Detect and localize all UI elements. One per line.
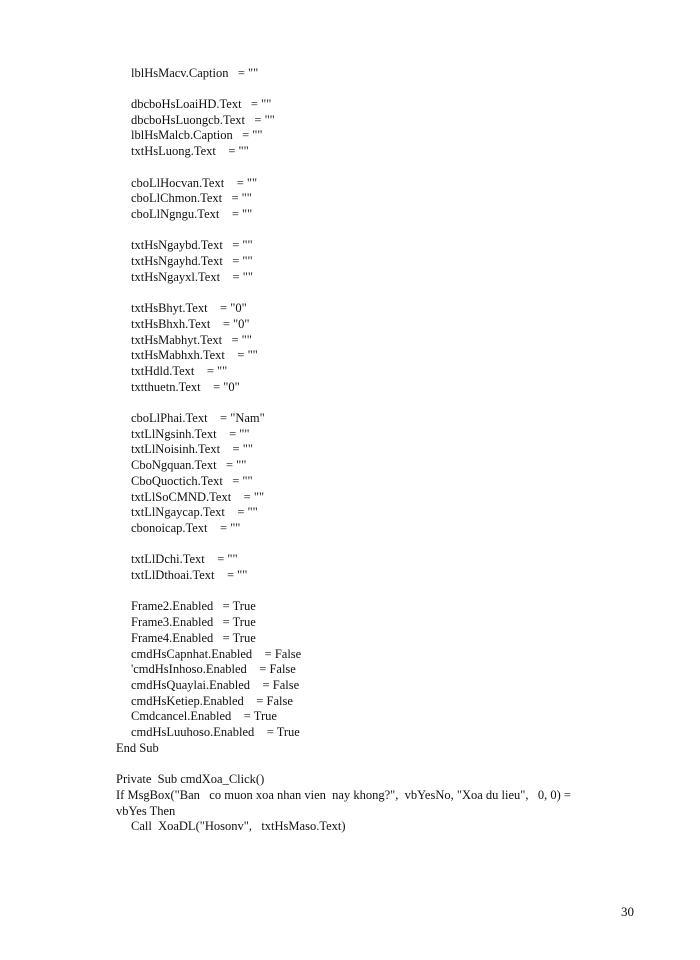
code-line: Frame2.Enabled = True bbox=[131, 599, 256, 614]
code-line: vbYes Then bbox=[116, 803, 176, 818]
code-line: txtLlNgsinh.Text = "" bbox=[131, 426, 250, 441]
code-line: CboQuoctich.Text = "" bbox=[131, 473, 253, 488]
code-line: txtHsMabhyt.Text = "" bbox=[131, 332, 252, 347]
code-line: txtLlNgaycap.Text = "" bbox=[131, 505, 258, 520]
code-line: Private Sub cmdXoa_Click() bbox=[116, 772, 265, 787]
code-line: txtLlSoCMND.Text = "" bbox=[131, 489, 265, 504]
code-line: txtHsLuong.Text = "" bbox=[131, 144, 249, 159]
code-line: Frame3.Enabled = True bbox=[131, 615, 256, 630]
code-line: 'cmdHsInhoso.Enabled = False bbox=[131, 662, 296, 677]
code-line: txtLlDchi.Text = "" bbox=[131, 552, 238, 567]
code-line: cbonoicap.Text = "" bbox=[131, 520, 241, 535]
code-line: txtHsMabhxh.Text = "" bbox=[131, 348, 258, 363]
code-line: cmdHsCapnhat.Enabled = False bbox=[131, 646, 302, 661]
code-line: txtHsBhyt.Text = "0" bbox=[131, 301, 247, 316]
code-line: End Sub bbox=[116, 740, 159, 755]
code-line: txtthuetn.Text = "0" bbox=[131, 379, 240, 394]
code-line: txtHsNgaybd.Text = "" bbox=[131, 238, 253, 253]
code-line: txtHdld.Text = "" bbox=[131, 363, 228, 378]
code-line: cmdHsQuaylai.Enabled = False bbox=[131, 677, 300, 692]
code-line: CboNgquan.Text = "" bbox=[131, 458, 247, 473]
code-line: Call XoaDL("Hosonv", txtHsMaso.Text) bbox=[131, 819, 346, 834]
code-line: cmdHsLuuhoso.Enabled = True bbox=[131, 725, 300, 739]
code-line: txtHsNgayxl.Text = "" bbox=[131, 269, 253, 284]
code-line: If MsgBox("Ban co muon xoa nhan vien nay khong?", vbYesNo, "Xoa du lieu", 0, 0) = bbox=[116, 787, 571, 802]
code-line: cboLlNgngu.Text = "" bbox=[131, 206, 253, 221]
page-number: 30 bbox=[621, 904, 634, 919]
code-line: txtHsNgayhd.Text = "" bbox=[131, 254, 253, 268]
code-line: cmdHsKetiep.Enabled = False bbox=[131, 693, 293, 708]
code-line: dbcboHsLoaiHD.Text = "" bbox=[131, 97, 272, 111]
code-line: cboLlPhai.Text = "Nam" bbox=[131, 411, 265, 425]
code-line: txtHsBhxh.Text = "0" bbox=[131, 316, 250, 331]
code-line: txtLlNoisinh.Text = "" bbox=[131, 442, 253, 457]
code-line: lblHsMacv.Caption = "" bbox=[131, 66, 259, 80]
code-line: txtLlDthoai.Text = "" bbox=[131, 568, 248, 582]
code-line: Frame4.Enabled = True bbox=[131, 630, 256, 645]
code-line: dbcboHsLuongcb.Text = "" bbox=[131, 112, 275, 127]
code-line: cboLlHocvan.Text = "" bbox=[131, 175, 258, 190]
code-line: lblHsMalcb.Caption = "" bbox=[131, 128, 263, 143]
code-line: Cmdcancel.Enabled = True bbox=[131, 709, 277, 724]
code-line: cboLlChmon.Text = "" bbox=[131, 191, 252, 206]
